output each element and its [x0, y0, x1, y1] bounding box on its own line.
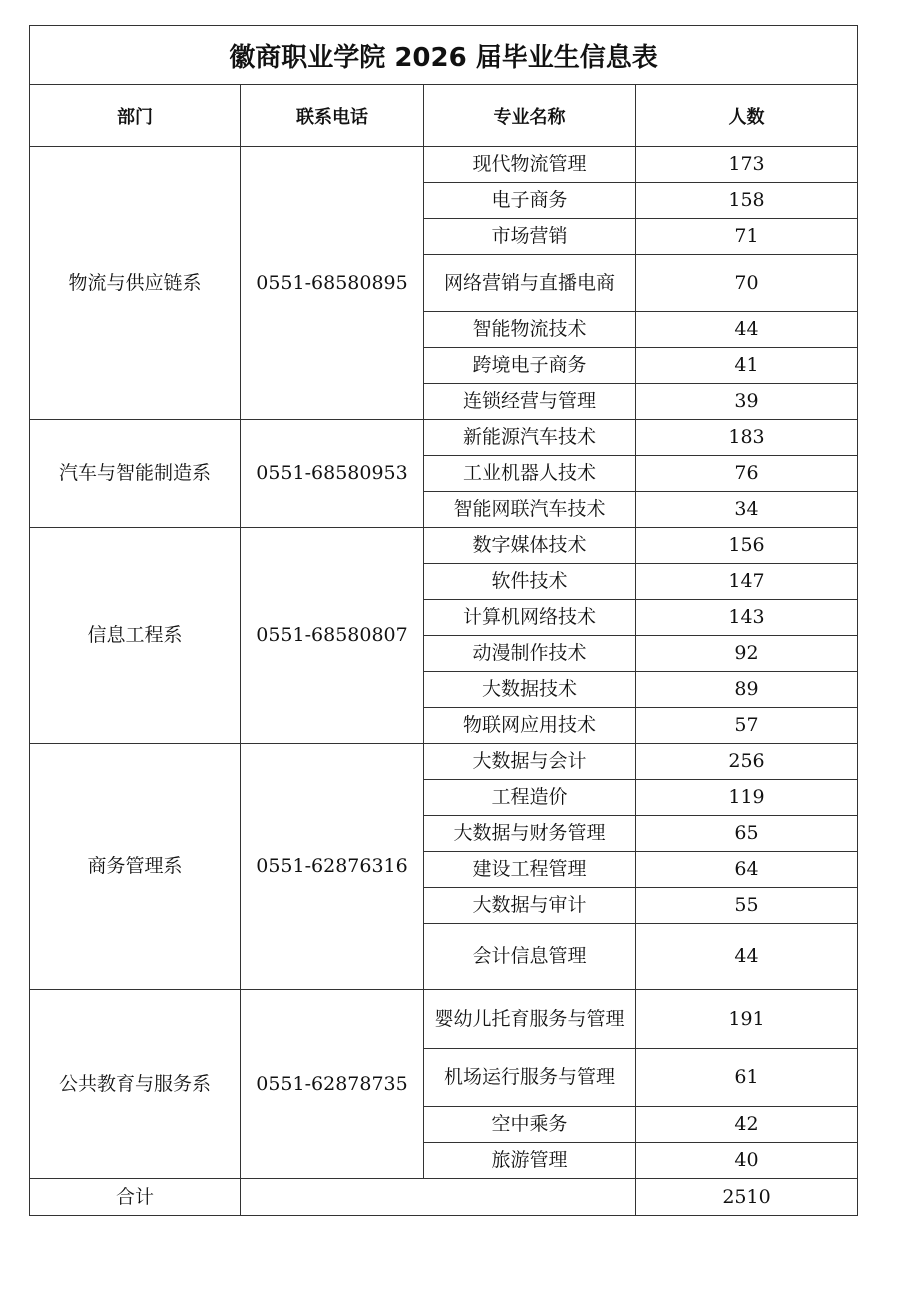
major-count: 70 — [636, 255, 858, 312]
major-count: 44 — [636, 312, 858, 348]
total-empty — [241, 1179, 636, 1216]
header-dept: 部门 — [30, 85, 241, 147]
table-row — [30, 420, 858, 456]
major-name: 电子商务 — [424, 183, 636, 219]
major-name: 会计信息管理 — [424, 924, 636, 990]
major-name: 网络营销与直播电商 — [424, 255, 636, 312]
major-count: 64 — [636, 852, 858, 888]
header-major: 专业名称 — [424, 85, 636, 147]
table-row — [30, 744, 858, 780]
dept-name: 商务管理系 — [30, 744, 241, 990]
major-count: 76 — [636, 456, 858, 492]
major-count: 191 — [636, 990, 858, 1049]
major-count: 65 — [636, 816, 858, 852]
major-count: 89 — [636, 672, 858, 708]
major-name: 数字媒体技术 — [424, 528, 636, 564]
major-name: 建设工程管理 — [424, 852, 636, 888]
major-count: 41 — [636, 348, 858, 384]
major-name: 大数据与审计 — [424, 888, 636, 924]
major-count: 42 — [636, 1107, 858, 1143]
dept-name: 物流与供应链系 — [30, 147, 241, 420]
major-name: 工业机器人技术 — [424, 456, 636, 492]
major-name: 工程造价 — [424, 780, 636, 816]
major-name: 旅游管理 — [424, 1143, 636, 1179]
major-count: 156 — [636, 528, 858, 564]
major-name: 空中乘务 — [424, 1107, 636, 1143]
dept-name: 汽车与智能制造系 — [30, 420, 241, 528]
table-title: 徽商职业学院 2026 届毕业生信息表 — [30, 26, 858, 85]
major-name: 机场运行服务与管理 — [424, 1049, 636, 1107]
major-count: 40 — [636, 1143, 858, 1179]
dept-phone: 0551-62876316 — [241, 744, 424, 990]
major-count: 39 — [636, 384, 858, 420]
major-count: 44 — [636, 924, 858, 990]
major-count: 183 — [636, 420, 858, 456]
dept-phone: 0551-68580895 — [241, 147, 424, 420]
major-count: 57 — [636, 708, 858, 744]
major-name: 物联网应用技术 — [424, 708, 636, 744]
dept-name: 公共教育与服务系 — [30, 990, 241, 1179]
dept-phone: 0551-68580953 — [241, 420, 424, 528]
header-count: 人数 — [636, 85, 858, 147]
total-row — [30, 1179, 858, 1216]
dept-phone: 0551-62878735 — [241, 990, 424, 1179]
major-name: 婴幼儿托育服务与管理 — [424, 990, 636, 1049]
major-name: 动漫制作技术 — [424, 636, 636, 672]
major-count: 256 — [636, 744, 858, 780]
major-name: 智能物流技术 — [424, 312, 636, 348]
major-name: 新能源汽车技术 — [424, 420, 636, 456]
major-count: 143 — [636, 600, 858, 636]
table-row — [30, 990, 858, 1049]
major-count: 147 — [636, 564, 858, 600]
dept-phone: 0551-68580807 — [241, 528, 424, 744]
major-name: 计算机网络技术 — [424, 600, 636, 636]
total-value: 2510 — [636, 1179, 858, 1216]
header-phone: 联系电话 — [241, 85, 424, 147]
graduate-info-table — [29, 25, 858, 1216]
major-count: 92 — [636, 636, 858, 672]
major-name: 大数据与财务管理 — [424, 816, 636, 852]
major-name: 市场营销 — [424, 219, 636, 255]
major-count: 71 — [636, 219, 858, 255]
major-name: 智能网联汽车技术 — [424, 492, 636, 528]
major-name: 大数据与会计 — [424, 744, 636, 780]
major-count: 173 — [636, 147, 858, 183]
major-name: 现代物流管理 — [424, 147, 636, 183]
major-name: 大数据技术 — [424, 672, 636, 708]
major-count: 158 — [636, 183, 858, 219]
major-count: 61 — [636, 1049, 858, 1107]
major-name: 软件技术 — [424, 564, 636, 600]
major-count: 34 — [636, 492, 858, 528]
table-row — [30, 147, 858, 183]
total-label: 合计 — [30, 1179, 241, 1216]
major-name: 跨境电子商务 — [424, 348, 636, 384]
major-count: 119 — [636, 780, 858, 816]
major-name: 连锁经营与管理 — [424, 384, 636, 420]
table-row — [30, 528, 858, 564]
major-count: 55 — [636, 888, 858, 924]
dept-name: 信息工程系 — [30, 528, 241, 744]
